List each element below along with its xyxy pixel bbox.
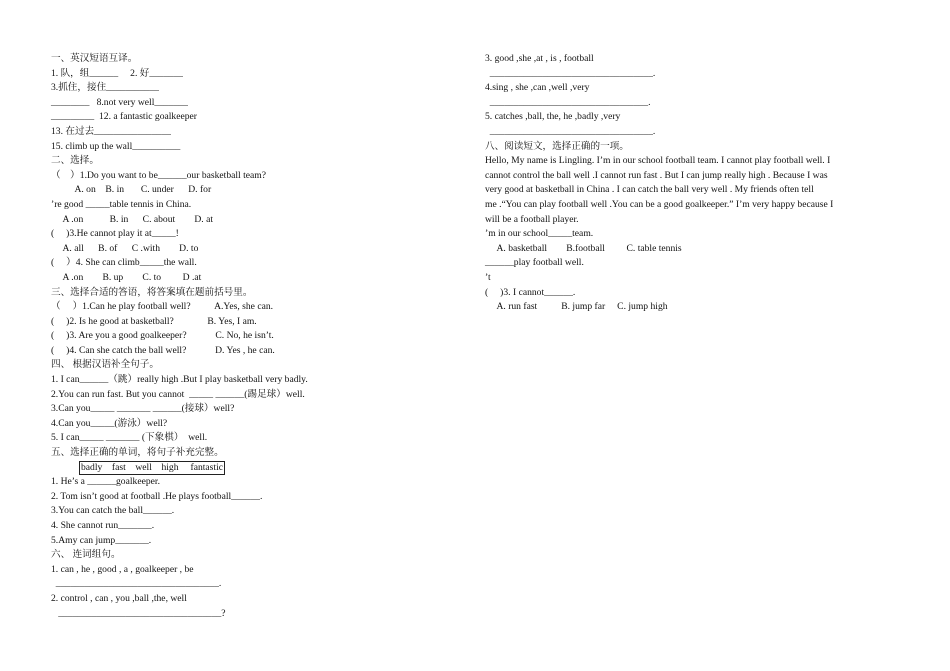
text-line: ’m in our school_____team. bbox=[485, 228, 594, 240]
text-line: _________ 12. a fantastic goalkeeper bbox=[51, 111, 197, 123]
text-line: 2.You can run fast. But you cannot _____ ______(踢足球）well. bbox=[51, 388, 305, 400]
text-line: A. run fast B. jump far C. jump high bbox=[485, 301, 668, 313]
text-line: 3. good ,she ,at , is , football bbox=[485, 53, 594, 64]
text-line: __________________________________. bbox=[485, 125, 656, 137]
text-line: 15. climb up the wall__________ bbox=[51, 140, 181, 152]
text-line: （ ）1.Do you want to be______our basketball team? bbox=[51, 169, 267, 181]
text-line: 2. control , can , you ,ball ,the, well bbox=[51, 592, 187, 604]
text-line: A .on B. up C. to D .at bbox=[51, 271, 202, 283]
passage-line: me .“You can play football well .You can be a good goalkeeper.” I’m very happy because I bbox=[485, 198, 834, 210]
text-line: 5. catches ,ball, the, he ,badly ,very bbox=[485, 111, 621, 123]
left-top-lines bbox=[51, 52, 451, 461]
text-line: 2. Tom isn’t good at football .He plays football______. bbox=[51, 490, 263, 502]
text-line: ( )4. Can she catch the ball well? D. Yes , he can. bbox=[51, 344, 275, 356]
text-line: A. on B. in C. under D. for bbox=[51, 184, 212, 196]
text-line: 六、 连词组句。 bbox=[51, 549, 121, 561]
right-column bbox=[485, 52, 900, 315]
passage-line: Hello, My name is Lingling. I’m in our school football team. I cannot play football well. I bbox=[485, 155, 831, 167]
text-line: __________________________________. bbox=[51, 578, 222, 590]
left-bottom-lines bbox=[51, 475, 451, 621]
word-box-line bbox=[51, 461, 451, 476]
text-line: 3.Can you_____ _______ ______(接球）well? bbox=[51, 403, 235, 415]
text-line: __________________________________? bbox=[51, 607, 226, 619]
text-line: A .on B. in C. about D. at bbox=[51, 213, 214, 225]
text-line: 八、阅读短文，选择正确的一项。 bbox=[485, 140, 629, 152]
text-line: ( )3. I cannot______. bbox=[485, 286, 576, 298]
text-line: 1. can , he , good , a , goalkeeper , be bbox=[51, 563, 194, 575]
text-line: 4.sing , she ,can ,well ,very bbox=[485, 82, 590, 94]
text-line: 13. 在过去________________ bbox=[51, 125, 171, 137]
text-line: ______play football well. bbox=[485, 257, 584, 269]
left-column bbox=[51, 52, 451, 621]
text-line: 4. She cannot run_______. bbox=[51, 520, 155, 531]
text-line: 1. He’s a ______goalkeeper. bbox=[51, 476, 160, 488]
passage-line: cannot control the ball well .I cannot run fast . But I can jump really high . Because I was bbox=[485, 169, 828, 181]
text-line: ________ 8.not very well_______ bbox=[51, 96, 188, 108]
word-box: badly fast well high fantastic bbox=[81, 461, 224, 473]
text-line: 1. I can______（跳）really high .But I play basketball very badly. bbox=[51, 374, 308, 386]
text-line: 4.Can you_____(游泳）well? bbox=[51, 417, 168, 429]
text-line: __________________________________. bbox=[485, 67, 656, 79]
text-line: 3.You can catch the ball______. bbox=[51, 505, 175, 517]
text-line: ( )2. Is he good at basketball? B. Yes, I am. bbox=[51, 315, 257, 327]
passage-last-line: will be a football player. bbox=[485, 213, 579, 225]
text-line: 5.Amy can jump_______. bbox=[51, 534, 152, 546]
text-line: 5. I can_____ _______ (下象棋） well. bbox=[51, 432, 208, 444]
text-line: ( )3.He cannot play it at_____! bbox=[51, 228, 179, 240]
text-line: 3.抓住，接住___________ bbox=[51, 82, 159, 94]
text-line: 二、选择。 bbox=[51, 155, 99, 167]
text-line: ( )3. Are you a good goalkeeper? C. No, he isn’t. bbox=[51, 330, 274, 342]
text-line: A. basketball B.football C. table tennis bbox=[485, 242, 682, 254]
text-line: 一、英汉短语互译。 bbox=[51, 53, 138, 64]
text-line: 三、选择合适的答语，将答案填在题前括号里。 bbox=[51, 286, 253, 298]
reading-passage bbox=[485, 154, 900, 212]
right-top-lines bbox=[485, 52, 900, 154]
text-line: ( ）4. She can climb_____the wall. bbox=[51, 257, 197, 269]
text-line: _________________________________. bbox=[485, 96, 651, 108]
text-line: 五、选择正确的单词，将句子补充完整。 bbox=[51, 447, 224, 459]
text-line: （ ）1.Can he play football well? A.Yes, she can. bbox=[51, 301, 274, 313]
text-line: ’re good _____table tennis in China. bbox=[51, 198, 192, 210]
right-bottom-lines bbox=[485, 227, 900, 315]
passage-line: very good at basketball in China . I can catch the ball very well . My friends often tell bbox=[485, 184, 814, 196]
text-line: 四、 根据汉语补全句子。 bbox=[51, 359, 159, 371]
text-line: A. all B. of C .with D. to bbox=[51, 242, 199, 254]
text-line: ’t bbox=[485, 271, 491, 283]
text-line: 1. 队，组______ 2. 好_______ bbox=[51, 67, 183, 79]
